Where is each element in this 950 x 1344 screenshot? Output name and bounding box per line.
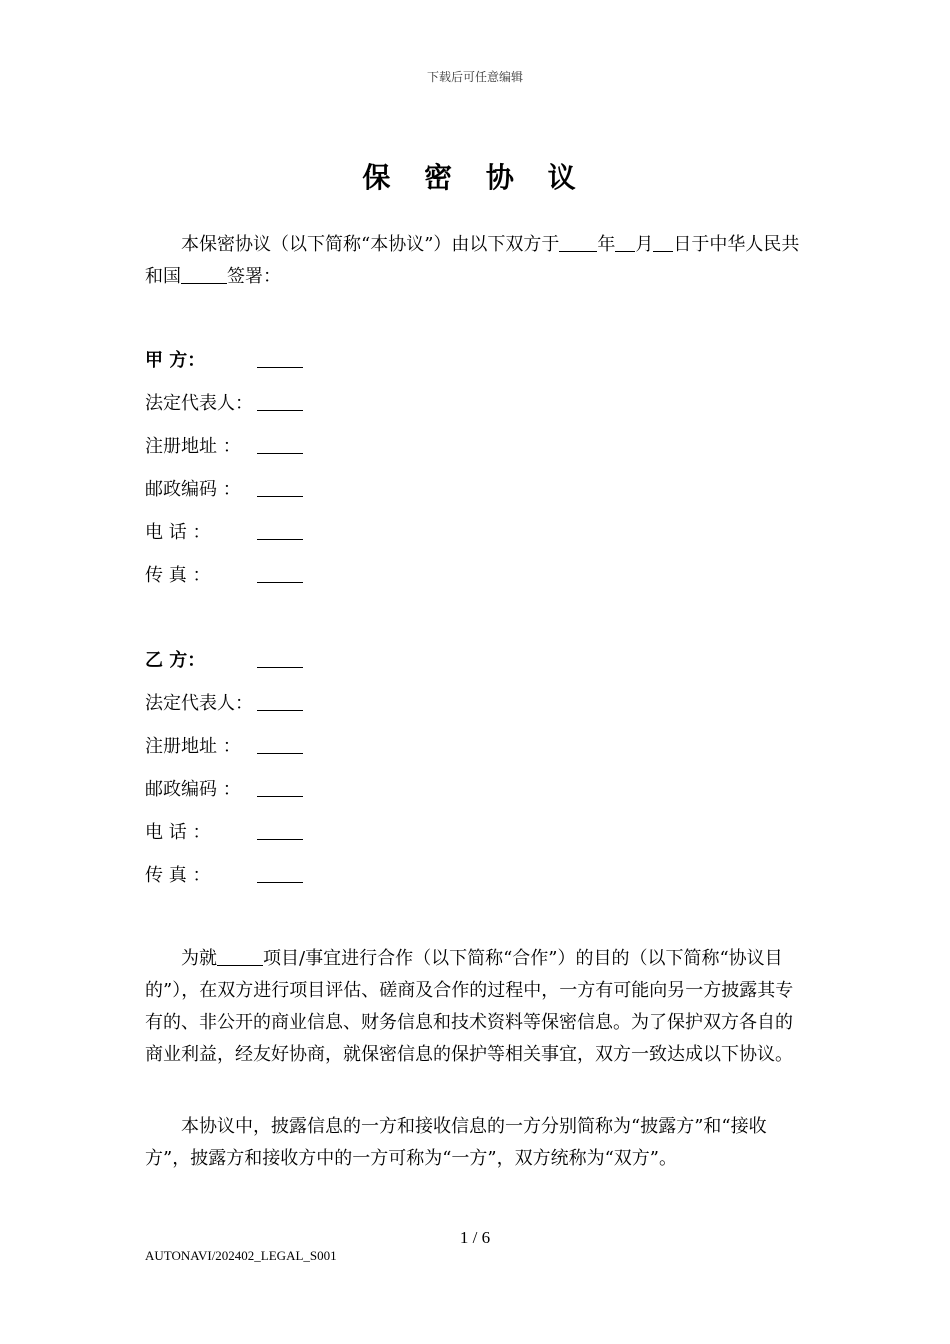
document-id: AUTONAVI/202402_LEGAL_S001 <box>145 1248 337 1263</box>
party-b-fax-row <box>145 861 303 891</box>
party-b-phone-label: 电 话 ： <box>145 822 211 843</box>
party-a-rep-row <box>145 389 303 419</box>
project-name-blank <box>217 947 263 966</box>
party-b-fax-blank <box>257 864 303 883</box>
date-month-blank <box>615 233 635 252</box>
party-a-name-row <box>145 346 303 376</box>
party-a-phone-row <box>145 518 303 548</box>
body-paragraph-2: 本协议中，披露信息的一方和接收信息的一方分别简称为“披露方”和“接收方”，披露方和接收方中的一方可称为“一方”，双方统称为“双方”。 <box>145 1116 767 1169</box>
page-number: 1 / 6 <box>459 1228 491 1247</box>
party-a-address-row <box>145 432 303 462</box>
para1-start-text: 为就 <box>181 948 217 969</box>
document-title: 保 密 协 议 <box>362 161 588 194</box>
party-b-name-blank <box>257 649 303 668</box>
page-header-note: 下载后可任意编辑 <box>426 70 523 84</box>
party-a-name-label: 甲 方： <box>145 350 206 371</box>
party-a-phone-blank <box>257 521 303 540</box>
party-b-address-row <box>145 732 303 762</box>
intro-text-2: 年 <box>597 234 616 255</box>
party-b-rep-row <box>145 689 303 719</box>
party-b-fax-label: 传 真 ： <box>145 865 211 886</box>
party-a-fax-label: 传 真 ： <box>145 565 211 586</box>
party-b-postcode-row <box>145 775 303 805</box>
party-b-address-label: 注册地址 ： <box>145 736 241 757</box>
party-a-name-blank <box>257 349 303 368</box>
party-a-fax-row <box>145 561 303 591</box>
party-b-address-blank <box>257 735 303 754</box>
intro-text-4: 日于中华人民共和国 <box>145 234 800 287</box>
party-b-postcode-blank <box>257 778 303 797</box>
para1-rest-text: 项目/事宜进行合作（以下简称“合作”）的目的（以下简称“协议目的”），在双方进行项目评估、磋商及合作的过程中，一方有可能向另一方披露其专有的、非公开的商业信息、财务信息和技术资料等保密信息。为了保护双方各自的商业利益，经友好协商，就保密信息的保护等相关事宜，双方一致达成以下协议。 <box>145 948 794 1065</box>
intro-text-1: 本保密协议（以下简称“本协议”）由以下双方于 <box>181 234 560 255</box>
intro-text-5: 签署： <box>227 266 281 287</box>
party-b-postcode-label: 邮政编码 ： <box>145 779 241 800</box>
party-b-phone-row <box>145 818 303 848</box>
party-b-rep-label: 法定代表人： <box>145 693 253 714</box>
party-b-rep-blank <box>257 692 303 711</box>
date-year-blank <box>559 233 597 252</box>
party-a-rep-label: 法定代表人： <box>145 393 253 414</box>
body-paragraph-1 <box>145 943 807 1071</box>
party-a-postcode-label: 邮政编码 ： <box>145 479 241 500</box>
party-a-address-blank <box>257 435 303 454</box>
date-day-blank <box>653 233 673 252</box>
party-a-rep-blank <box>257 392 303 411</box>
party-a-address-label: 注册地址 ： <box>145 436 241 457</box>
intro-text-3: 月 <box>635 234 654 255</box>
intro-paragraph <box>145 229 807 293</box>
place-blank <box>181 265 227 284</box>
party-a-fax-blank <box>257 564 303 583</box>
party-a-phone-label: 电 话 ： <box>145 522 211 543</box>
party-b-name-label: 乙 方： <box>145 650 206 671</box>
party-a-postcode-blank <box>257 478 303 497</box>
party-b-name-row <box>145 646 303 676</box>
party-a-postcode-row <box>145 475 303 505</box>
party-b-phone-blank <box>257 821 303 840</box>
